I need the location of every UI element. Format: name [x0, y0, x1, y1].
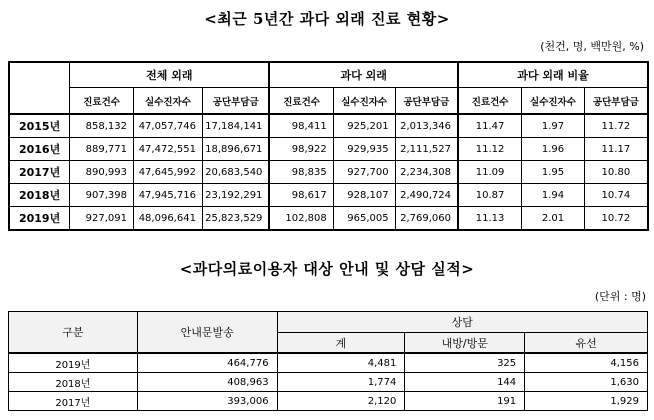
value-cell: 890,993 [70, 161, 134, 184]
value-cell: 10.80 [584, 161, 648, 184]
year-cell: 2018년 [9, 184, 70, 207]
value-cell: 1,774 [277, 373, 405, 392]
value-cell: 907,398 [70, 184, 134, 207]
group-header-row [9, 62, 648, 88]
value-cell: 11.17 [584, 138, 648, 161]
header-row [9, 312, 648, 333]
group-header: 전체 외래 [70, 62, 270, 88]
value-cell: 11.72 [584, 114, 648, 138]
value-cell: 925,201 [333, 114, 395, 138]
table-row [9, 184, 648, 207]
value-cell: 25,823,529 [202, 207, 269, 231]
corner-cell [9, 62, 70, 114]
header-notice: 안내문발송 [137, 312, 277, 354]
sub-header: 계 [277, 333, 405, 354]
group-header: 과다 외래 [269, 62, 458, 88]
sub-header: 내방/방문 [405, 333, 525, 354]
value-cell: 1.95 [522, 161, 585, 184]
header-gubun: 구분 [9, 312, 138, 354]
sub-header: 진료건수 [269, 88, 333, 115]
value-cell: 48,096,641 [134, 207, 203, 231]
value-cell: 47,945,716 [134, 184, 203, 207]
value-cell: 2,234,308 [395, 161, 458, 184]
table1-title: <최근 5년간 과다 외래 진료 현황> [204, 10, 450, 28]
value-cell: 98,835 [269, 161, 333, 184]
sub-header: 유선 [525, 333, 648, 354]
value-cell: 98,617 [269, 184, 333, 207]
value-cell: 1.97 [522, 114, 585, 138]
year-cell: 2015년 [9, 114, 70, 138]
value-cell: 10.72 [584, 207, 648, 231]
value-cell: 889,771 [70, 138, 134, 161]
value-cell: 1.94 [522, 184, 585, 207]
table2-title: <과다의료이용자 대상 안내 및 상담 실적> [179, 260, 475, 278]
sub-header: 실수진자수 [134, 88, 203, 115]
value-cell: 929,935 [333, 138, 395, 161]
value-cell: 927,091 [70, 207, 134, 231]
year-cell: 2019년 [9, 207, 70, 231]
value-cell: 98,922 [269, 138, 333, 161]
value-cell: 2,111,527 [395, 138, 458, 161]
value-cell: 47,057,746 [134, 114, 203, 138]
value-cell: 858,132 [70, 114, 134, 138]
value-cell: 928,107 [333, 184, 395, 207]
value-cell: 144 [405, 373, 525, 392]
sub-header: 진료건수 [458, 88, 522, 115]
value-cell: 2.01 [522, 207, 585, 231]
table-row [9, 161, 648, 184]
value-cell: 17,184,141 [202, 114, 269, 138]
table-row [9, 373, 648, 392]
value-cell: 10.74 [584, 184, 648, 207]
sub-header-row [9, 88, 648, 115]
value-cell: 2,120 [277, 392, 405, 411]
sub-header: 실수진자수 [522, 88, 585, 115]
table-row [9, 138, 648, 161]
consultation-table [8, 311, 648, 411]
year-cell: 2017년 [9, 392, 138, 411]
outpatient-table [8, 61, 649, 231]
year-cell: 2018년 [9, 373, 138, 392]
table1-unit: (천건, 명, 백만원, %) [540, 40, 644, 53]
value-cell: 2,490,724 [395, 184, 458, 207]
value-cell: 1.96 [522, 138, 585, 161]
sub-header: 실수진자수 [333, 88, 395, 115]
table-row [9, 353, 648, 373]
value-cell: 325 [405, 353, 525, 373]
value-cell: 98,411 [269, 114, 333, 138]
value-cell: 18,896,671 [202, 138, 269, 161]
value-cell: 927,700 [333, 161, 395, 184]
value-cell: 47,645,992 [134, 161, 203, 184]
year-cell: 2016년 [9, 138, 70, 161]
value-cell: 1,630 [525, 373, 648, 392]
value-cell: 23,192,291 [202, 184, 269, 207]
value-cell: 11.12 [458, 138, 522, 161]
header-consult: 상담 [277, 312, 647, 333]
table2-unit: (단위 : 명) [594, 290, 646, 303]
value-cell: 2,013,346 [395, 114, 458, 138]
value-cell: 191 [405, 392, 525, 411]
value-cell: 11.09 [458, 161, 522, 184]
value-cell: 464,776 [137, 353, 277, 373]
value-cell: 965,005 [333, 207, 395, 231]
year-cell: 2019년 [9, 353, 138, 373]
group-header: 과다 외래 비율 [458, 62, 648, 88]
value-cell: 4,481 [277, 353, 405, 373]
value-cell: 408,963 [137, 373, 277, 392]
table-row [9, 207, 648, 231]
sub-header: 공단부담금 [584, 88, 648, 115]
value-cell: 47,472,551 [134, 138, 203, 161]
value-cell: 4,156 [525, 353, 648, 373]
value-cell: 10.87 [458, 184, 522, 207]
table-row [9, 114, 648, 138]
sub-header: 진료건수 [70, 88, 134, 115]
sub-header: 공단부담금 [202, 88, 269, 115]
value-cell: 2,769,060 [395, 207, 458, 231]
value-cell: 20,683,540 [202, 161, 269, 184]
value-cell: 1,929 [525, 392, 648, 411]
value-cell: 11.13 [458, 207, 522, 231]
sub-header: 공단부담금 [395, 88, 458, 115]
year-cell: 2017년 [9, 161, 70, 184]
table-row [9, 392, 648, 411]
value-cell: 102,808 [269, 207, 333, 231]
value-cell: 11.47 [458, 114, 522, 138]
value-cell: 393,006 [137, 392, 277, 411]
